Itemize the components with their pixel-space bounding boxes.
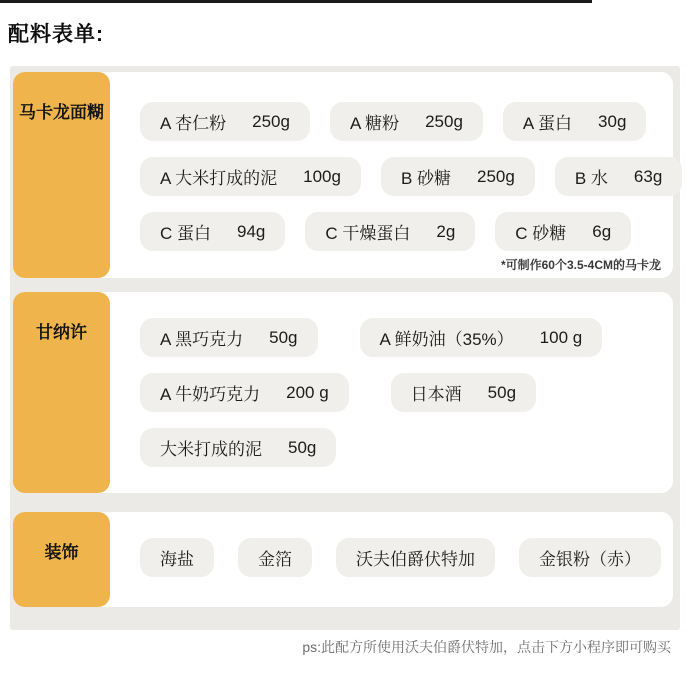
ingredient-pill	[140, 428, 336, 467]
ingredient-amount: 50g	[269, 327, 298, 347]
ingredient-name: 金箔	[258, 550, 292, 569]
section-label: 装饰	[44, 543, 79, 562]
pill-row	[140, 212, 665, 251]
ingredient-pill	[140, 318, 318, 357]
ingredient-name: B 砂糖	[400, 169, 452, 188]
pill-row	[140, 157, 665, 196]
ingredient-amount: 200 g	[286, 382, 329, 402]
ingredient-name: A 蛋白	[522, 114, 573, 133]
ingredient-name: A 黑巧克力	[160, 330, 244, 349]
pill-row	[140, 373, 665, 412]
ingredient-pill	[238, 538, 312, 577]
ingredient-amount: 63g	[633, 166, 663, 186]
ingredient-amount: 250g	[252, 111, 290, 131]
ingredient-name: B 水	[574, 169, 608, 188]
ingredient-name: A 鲜奶油（35%）	[379, 330, 514, 349]
ingredient-amount: 2g	[436, 221, 456, 241]
ingredient-amount: 30g	[598, 111, 627, 131]
ingredient-rows	[140, 72, 665, 278]
page-title: 配料表单:	[8, 23, 104, 46]
ingredient-pill	[140, 157, 361, 196]
ingredient-pill	[360, 318, 603, 357]
footer-note: ps:此配方所使用沃夫伯爵伏特加，点击下方小程序即可购买	[302, 639, 671, 655]
ingredient-pill	[381, 157, 535, 196]
ingredient-name: C 干燥蛋白	[325, 224, 411, 243]
section-card-2	[13, 292, 673, 493]
ingredient-name: A 糖粉	[349, 114, 400, 133]
section-label-tab	[13, 72, 110, 278]
ingredient-amount: 100 g	[539, 327, 583, 347]
ingredient-amount: 94g	[237, 221, 266, 241]
section-label: 马卡龙面糊	[19, 103, 104, 122]
ingredient-name: A 牛奶巧克力	[160, 385, 261, 404]
ingredient-amount: 50g	[487, 382, 517, 402]
yield-note: *可制作60个3.5-4CM的马卡龙	[500, 258, 661, 272]
ingredient-name: A 杏仁粉	[160, 114, 227, 133]
ingredient-rows	[140, 292, 665, 493]
ingredient-name: 沃夫伯爵伏特加	[356, 550, 475, 569]
ingredient-pill	[140, 102, 310, 141]
pill-row	[140, 102, 665, 141]
section-card-3	[13, 512, 673, 607]
section-card-1	[13, 72, 673, 278]
ingredient-amount: 50g	[288, 437, 317, 457]
ingredient-pill	[305, 212, 475, 251]
ingredient-pill	[495, 212, 631, 251]
top-divider-line	[0, 0, 592, 3]
ingredients-panel	[10, 66, 680, 630]
ingredient-pill	[140, 212, 285, 251]
section-label: 甘纳许	[36, 323, 87, 342]
ingredient-amount: 100g	[303, 166, 341, 186]
ingredient-pill	[555, 157, 682, 196]
ingredient-pill	[503, 102, 647, 141]
section-label-tab	[13, 292, 110, 493]
section-label-tab	[13, 512, 110, 607]
pill-row	[140, 538, 665, 577]
ingredient-pill	[140, 538, 214, 577]
pill-row	[140, 428, 665, 467]
ingredient-name: 大米打成的泥	[160, 440, 262, 459]
ingredient-pill	[140, 373, 349, 412]
pill-row	[140, 318, 665, 357]
ingredient-name: 海盐	[160, 550, 194, 569]
ingredient-amount: 250g	[425, 111, 463, 131]
ingredient-pill	[330, 102, 483, 141]
ingredient-pill	[519, 538, 661, 577]
ingredient-amount: 6g	[592, 221, 612, 241]
ingredient-name: C 砂糖	[515, 224, 567, 243]
ingredient-pill	[391, 373, 536, 412]
ingredient-name: 金银粉（赤）	[539, 550, 641, 569]
ingredient-name: 日本酒	[410, 385, 462, 404]
ingredient-pill	[336, 538, 495, 577]
ingredient-name: A 大米打成的泥	[160, 169, 278, 188]
ingredient-name: C 蛋白	[160, 224, 211, 243]
ingredient-amount: 250g	[477, 166, 515, 186]
ingredient-rows	[140, 512, 665, 607]
